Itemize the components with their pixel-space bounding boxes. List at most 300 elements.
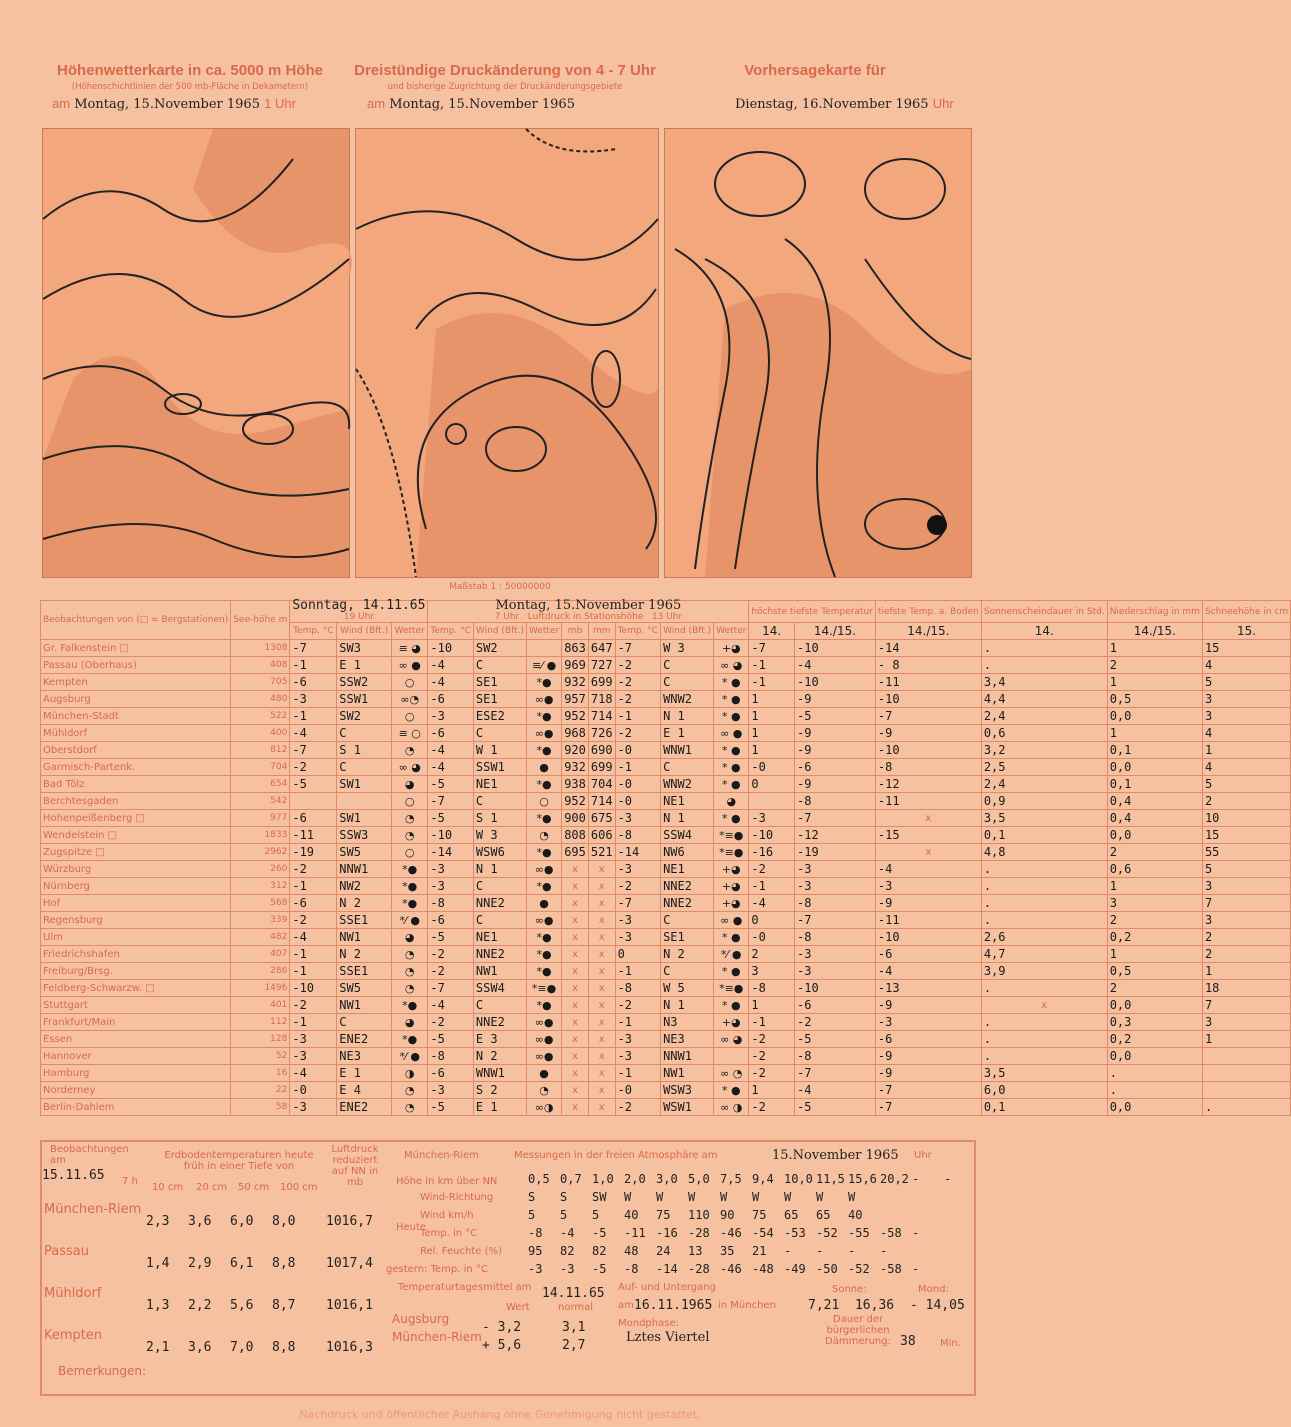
cell-mon7-wind: N 1: [473, 861, 526, 878]
cell-mon13-temp: -2: [615, 997, 661, 1014]
daemm-val: 38: [900, 1334, 916, 1349]
cell-sun-wind: E 4: [337, 1082, 392, 1099]
cell-mon7-wind: SSW4: [473, 980, 526, 997]
cell-min-temp: -4: [795, 1082, 876, 1099]
map1-am: am: [52, 96, 71, 111]
cell-min-temp: -10: [795, 640, 876, 657]
cell-mon7-wind: ESE2: [473, 708, 526, 725]
cell-precip: .: [1107, 1082, 1202, 1099]
table-row: [41, 929, 1291, 946]
cell-mon7-wind: NW1: [473, 963, 526, 980]
soil-temp: 2,9: [188, 1256, 212, 1271]
soil-temp: 1,3: [146, 1298, 170, 1313]
aero-uhr: Uhr: [914, 1150, 932, 1161]
cell-sun-wind: SW5: [337, 844, 392, 861]
depth-2: 20 cm: [196, 1182, 228, 1193]
cell-mon13-wind: WNW1: [661, 742, 714, 759]
cell-snow: 3: [1202, 878, 1290, 895]
aero-r_gest-cell: -: [912, 1262, 920, 1276]
cell-max-temp: 1: [749, 708, 795, 725]
cell-ground-temp: -12: [875, 776, 981, 793]
cell-sunshine: 4,4: [981, 691, 1107, 708]
cell-max-temp: -2: [749, 1048, 795, 1065]
cell-sun-weather: ○: [392, 844, 428, 861]
cell-press-mb: x: [562, 861, 589, 878]
cell-precip: 3: [1107, 895, 1202, 912]
cell-sun-temp: -6: [290, 674, 337, 691]
soil-temp: 3,6: [188, 1340, 212, 1355]
cell-station: Berlin-Dahlem: [41, 1099, 231, 1116]
cell-precip: 1: [1107, 725, 1202, 742]
cell-height: 312: [231, 878, 290, 895]
cell-mon13-weather: * ●: [714, 759, 749, 776]
cell-mon7-weather: ∞●: [526, 1014, 561, 1031]
cell-mon7-wind: C: [473, 912, 526, 929]
cell-max-temp: -10: [749, 827, 795, 844]
cell-height: 568: [231, 895, 290, 912]
cell-press-mm: x: [588, 1014, 615, 1031]
cell-sun-weather: *⁄ ●: [392, 912, 428, 929]
cell-mon13-wind: C: [661, 759, 714, 776]
cell-mon13-wind: NNE2: [661, 878, 714, 895]
cell-mon7-weather: ◔: [526, 1082, 561, 1099]
cell-ground-temp: -11: [875, 793, 981, 810]
cell-mon7-wind: S 1: [473, 810, 526, 827]
cell-press-mb: 952: [562, 708, 589, 725]
map-scale: Maßstab 1 : 50000000: [449, 582, 551, 592]
cell-station: Ulm: [41, 929, 231, 946]
cell-sun-weather: *●: [392, 997, 428, 1014]
cell-ground-temp: -11: [875, 674, 981, 691]
cell-mon13-weather: +◕: [714, 861, 749, 878]
cell-mon13-temp: -2: [615, 1099, 661, 1116]
cell-press-mm: 606: [588, 827, 615, 844]
cell-ground-temp: x: [875, 844, 981, 861]
cell-mon13-wind: NW6: [661, 844, 714, 861]
cell-min-temp: -6: [795, 997, 876, 1014]
aero-r_rf-cell: 21: [752, 1244, 767, 1258]
cell-mon13-wind: WNW2: [661, 776, 714, 793]
cell-sun-weather: ○: [392, 674, 428, 691]
cell-min-temp: -3: [795, 963, 876, 980]
bottom-panel: [40, 1140, 976, 1396]
cell-station: Hannover: [41, 1048, 231, 1065]
cell-mon7-temp: -3: [428, 708, 474, 725]
cell-mon13-wind: C: [661, 674, 714, 691]
cell-precip: 0,5: [1107, 691, 1202, 708]
cell-height: 408: [231, 657, 290, 674]
cell-mon7-wind: W 3: [473, 827, 526, 844]
cell-precip: 0,1: [1107, 776, 1202, 793]
daemm-label: Dauer der bürgerlichen Dämmerung:: [825, 1314, 891, 1347]
cell-min-temp: -8: [795, 793, 876, 810]
cell-height: 400: [231, 725, 290, 742]
aero-r_temp-cell: -53: [784, 1226, 806, 1240]
cell-ground-temp: -6: [875, 1031, 981, 1048]
col-height-header: See-höhe m: [231, 601, 290, 640]
cell-press-mm: 726: [588, 725, 615, 742]
cell-max-temp: 0: [749, 912, 795, 929]
mb-h: mb: [562, 623, 589, 640]
cell-sunshine: 2,4: [981, 708, 1107, 725]
cell-mon13-temp: 0: [615, 946, 661, 963]
ttm-row2-n: 2,7: [562, 1338, 586, 1353]
cell-max-temp: [749, 793, 795, 810]
cell-mon13-weather: ∞ ◕: [714, 657, 749, 674]
cell-ground-temp: -10: [875, 691, 981, 708]
cell-sunshine: .: [981, 878, 1107, 895]
cell-press-mm: x: [588, 1099, 615, 1116]
cell-sun-temp: -1: [290, 963, 337, 980]
cell-mon7-weather: ∞●: [526, 1031, 561, 1048]
cell-mon7-wind: NE1: [473, 776, 526, 793]
cell-sun-weather: *●: [392, 878, 428, 895]
cell-min-temp: -3: [795, 878, 876, 895]
sunday-date: Sonntag, 14.11.65: [292, 598, 426, 613]
cell-mon7-temp: -8: [428, 895, 474, 912]
cell-press-mm: 704: [588, 776, 615, 793]
cell-press-mb: 863: [562, 640, 589, 657]
pressure-change-map-drawing: [356, 129, 658, 577]
cell-press-mb: 957: [562, 691, 589, 708]
cell-sun-wind: C: [337, 759, 392, 776]
auf-am: am: [618, 1300, 634, 1311]
cell-mon7-wind: C: [473, 878, 526, 895]
soil-station-name: München-Riem: [44, 1202, 142, 1217]
cell-height: 401: [231, 997, 290, 1014]
cell-sun-wind: S 1: [337, 742, 392, 759]
col-monday-header: [428, 598, 749, 623]
aero-r_gest-cell: -46: [720, 1262, 742, 1276]
cell-mon13-weather: ∞ ●: [714, 725, 749, 742]
cell-mon13-wind: C: [661, 963, 714, 980]
cell-min-temp: -7: [795, 1065, 876, 1082]
cell-mon13-temp: -3: [615, 1048, 661, 1065]
table-row: [41, 997, 1291, 1014]
soil-temp: 8,0: [272, 1214, 296, 1229]
cell-mon7-temp: -5: [428, 1031, 474, 1048]
cell-mon13-wind: NW1: [661, 1065, 714, 1082]
cell-snow: [1202, 1065, 1290, 1082]
cell-station: Bad Tölz: [41, 776, 231, 793]
aero-r_dir-cell: W: [720, 1190, 728, 1204]
cell-ground-temp: -15: [875, 827, 981, 844]
cell-sun-temp: -1: [290, 1014, 337, 1031]
cell-ground-temp: -9: [875, 1065, 981, 1082]
aero-r_dir-cell: W: [848, 1190, 856, 1204]
cell-height: 482: [231, 929, 290, 946]
depth-3: 50 cm: [238, 1182, 270, 1193]
cell-press-mm: 727: [588, 657, 615, 674]
cell-sun-wind: C: [337, 725, 392, 742]
mond-val: - 14,05: [910, 1298, 965, 1313]
cell-mon13-wind: WSW3: [661, 1082, 714, 1099]
cell-sun-wind: NW1: [337, 929, 392, 946]
aero-r_gest-cell: -50: [816, 1262, 838, 1276]
cell-snow: 18: [1202, 980, 1290, 997]
forecast-map: [664, 128, 972, 578]
nieder-header: Niederschlag in mm: [1107, 601, 1202, 623]
cell-max-temp: -1: [749, 1014, 795, 1031]
aero-r_spd-cell: 5: [560, 1208, 568, 1222]
cell-ground-temp: -11: [875, 912, 981, 929]
cell-ground-temp: -13: [875, 980, 981, 997]
cell-snow: 1: [1202, 1031, 1290, 1048]
sonne-header: Sonnenscheindauer in Std.: [981, 601, 1107, 623]
cell-height: 522: [231, 708, 290, 725]
cell-mon13-wind: NE1: [661, 793, 714, 810]
cell-precip: 0,3: [1107, 1014, 1202, 1031]
cell-mon13-weather: ∞ ●: [714, 912, 749, 929]
cell-station: Kempten: [41, 674, 231, 691]
temp-h1: Temp. °C: [290, 623, 337, 640]
soil-pressure: 1016,3: [326, 1340, 373, 1355]
cell-press-mb: 900: [562, 810, 589, 827]
cell-ground-temp: -3: [875, 878, 981, 895]
cell-mon7-weather: *≡●: [526, 980, 561, 997]
table-row: [41, 776, 1291, 793]
cell-height: 1308: [231, 640, 290, 657]
cell-mon7-temp: -10: [428, 827, 474, 844]
cell-precip: 0,5: [1107, 963, 1202, 980]
schnee-header: Schneehöhe in cm: [1202, 601, 1290, 623]
temp-h2: Temp. °C: [428, 623, 474, 640]
cell-max-temp: 0: [749, 776, 795, 793]
cell-station: Freiburg/Brsg.: [41, 963, 231, 980]
sonne-val: 7,21 16,36: [808, 1298, 895, 1313]
cell-press-mb: 695: [562, 844, 589, 861]
cell-ground-temp: - 8: [875, 657, 981, 674]
cell-sun-weather: ≡ ○: [392, 725, 428, 742]
cell-sunshine: 3,2: [981, 742, 1107, 759]
cell-press-mb: x: [562, 1099, 589, 1116]
cell-station: Friedrichshafen: [41, 946, 231, 963]
aero-r_gest-cell: -52: [848, 1262, 870, 1276]
cell-sun-temp: -1: [290, 657, 337, 674]
cell-precip: 0,2: [1107, 1031, 1202, 1048]
aero-r_temp-cell: -28: [688, 1226, 710, 1240]
aero-r_temp-cell: -5: [592, 1226, 607, 1240]
cell-height: 260: [231, 861, 290, 878]
cell-mon7-weather: *●: [526, 674, 561, 691]
obs-label: Beobachtungen am: [50, 1144, 129, 1166]
cell-mon13-weather: * ●: [714, 929, 749, 946]
cell-sun-temp: -2: [290, 997, 337, 1014]
cell-ground-temp: -7: [875, 1099, 981, 1116]
cell-sun-wind: SSE1: [337, 963, 392, 980]
cell-max-temp: -1: [749, 657, 795, 674]
cell-precip: 2: [1107, 657, 1202, 674]
cell-mon13-temp: -3: [615, 1031, 661, 1048]
soil-pressure: 1016,1: [326, 1298, 373, 1313]
cell-mon13-weather: * ●: [714, 963, 749, 980]
cell-mon13-wind: NNW1: [661, 1048, 714, 1065]
cell-press-mb: 938: [562, 776, 589, 793]
wetter-h1: Wetter: [392, 623, 428, 640]
aero-r_spd-cell: 5: [592, 1208, 600, 1222]
aero-r_temp-cell: -54: [752, 1226, 774, 1240]
cell-precip: 2: [1107, 912, 1202, 929]
aero-r_temp-cell: -55: [848, 1226, 870, 1240]
cell-ground-temp: -8: [875, 759, 981, 776]
cell-min-temp: -10: [795, 674, 876, 691]
cell-sunshine: 3,5: [981, 810, 1107, 827]
cell-sunshine: 3,5: [981, 1065, 1107, 1082]
cell-mon13-wind: N 1: [661, 997, 714, 1014]
erd-label: Erdbodentemperaturen heute früh in einer Tiefe von: [164, 1150, 314, 1172]
aero-r_temp-cell: -58: [880, 1226, 902, 1240]
cell-snow: [1202, 1082, 1290, 1099]
aero-hoehen-cell: 7,5: [720, 1172, 742, 1186]
cell-max-temp: 1: [749, 725, 795, 742]
cell-mon7-wind: NE1: [473, 929, 526, 946]
cell-min-temp: -9: [795, 691, 876, 708]
cell-max-temp: -8: [749, 980, 795, 997]
auf-date: 16.11.1965: [634, 1298, 713, 1313]
cell-station: Berchtesgaden: [41, 793, 231, 810]
cell-sunshine: 2,5: [981, 759, 1107, 776]
monday-date: Montag, 15.November 1965: [495, 598, 682, 613]
cell-mon13-temp: -14: [615, 844, 661, 861]
wind-h2: Wind (Bft.): [473, 623, 526, 640]
cell-min-temp: -9: [795, 776, 876, 793]
cell-sun-weather: *●: [392, 861, 428, 878]
cell-height: 654: [231, 776, 290, 793]
table-row: [41, 912, 1291, 929]
heute-label: Heute: [396, 1222, 427, 1233]
cell-sunshine: .: [981, 912, 1107, 929]
cell-press-mm: 714: [588, 793, 615, 810]
cell-sun-temp: -3: [290, 1099, 337, 1116]
footer-note: Nachdruck und öffentlicher Aushang ohne Genehmigung nicht gestattet.: [299, 1408, 701, 1421]
cell-sun-wind: NNW1: [337, 861, 392, 878]
wind-h3: Wind (Bft.): [661, 623, 714, 640]
cell-mon7-temp: -6: [428, 1065, 474, 1082]
aero-r_rf-cell: 13: [688, 1244, 703, 1258]
cell-mon13-weather: * ●: [714, 1082, 749, 1099]
cell-min-temp: -5: [795, 1031, 876, 1048]
aero-r_gest-cell: -3: [528, 1262, 543, 1276]
cell-mon7-temp: -4: [428, 657, 474, 674]
cell-sun-wind: SSW2: [337, 674, 392, 691]
cell-min-temp: -3: [795, 946, 876, 963]
cell-ground-temp: -7: [875, 1082, 981, 1099]
cell-mon7-wind: C: [473, 793, 526, 810]
cell-mon7-weather: ●: [526, 895, 561, 912]
aero-label: Messungen in der freien Atmosphäre am: [514, 1150, 718, 1161]
cell-precip: 0,0: [1107, 708, 1202, 725]
table-row: [41, 1099, 1291, 1116]
table-row: [41, 980, 1291, 997]
aero-r_dir-cell: W: [624, 1190, 632, 1204]
cell-mon13-temp: -0: [615, 742, 661, 759]
cell-press-mm: 647: [588, 640, 615, 657]
aero-hoehen-cell: -: [912, 1172, 920, 1186]
table-row: [41, 895, 1291, 912]
cell-height: 542: [231, 793, 290, 810]
cell-precip: 0,2: [1107, 929, 1202, 946]
table-row: [41, 963, 1291, 980]
cell-mon7-weather: ●: [526, 1065, 561, 1082]
cell-mon13-wind: NE1: [661, 861, 714, 878]
cell-mon7-weather: ◔: [526, 827, 561, 844]
cell-ground-temp: -3: [875, 1014, 981, 1031]
cell-sun-weather: ◔: [392, 1082, 428, 1099]
cell-station: Passau (Oberhaus): [41, 657, 231, 674]
cell-sunshine: 2,4: [981, 776, 1107, 793]
depth-4: 100 cm: [280, 1182, 318, 1193]
cell-mon13-wind: N 1: [661, 810, 714, 827]
cell-mon7-temp: -5: [428, 776, 474, 793]
cell-sun-weather: ∞◔: [392, 691, 428, 708]
cell-mon7-weather: *●: [526, 946, 561, 963]
cell-mon7-temp: -3: [428, 861, 474, 878]
observation-rows: [41, 640, 1291, 1116]
cell-sun-wind: E 1: [337, 1065, 392, 1082]
soil-temp: 1,4: [146, 1256, 170, 1271]
cell-sun-temp: -3: [290, 1048, 337, 1065]
cell-snow: 5: [1202, 861, 1290, 878]
cell-mon7-temp: -2: [428, 946, 474, 963]
aero-r_gest-cell: -5: [592, 1262, 607, 1276]
cell-mon13-wind: C: [661, 657, 714, 674]
cell-sun-wind: SW1: [337, 776, 392, 793]
cell-ground-temp: -10: [875, 929, 981, 946]
cell-mon13-temp: -3: [615, 810, 661, 827]
cell-sunshine: .: [981, 657, 1107, 674]
aero-r_spd-cell: 65: [816, 1208, 831, 1222]
cell-mon7-temp: -6: [428, 912, 474, 929]
cell-mon13-wind: NE3: [661, 1031, 714, 1048]
cell-mon7-wind: N 2: [473, 1048, 526, 1065]
rf-label: Rel. Feuchte (%): [420, 1246, 502, 1257]
aero-r_temp-cell: -: [912, 1226, 920, 1240]
cell-snow: 4: [1202, 725, 1290, 742]
cell-sun-temp: -0: [290, 1082, 337, 1099]
cell-snow: .: [1202, 1099, 1290, 1116]
cell-mon7-wind: C: [473, 997, 526, 1014]
cell-sun-wind: NW1: [337, 997, 392, 1014]
cell-station: Norderney: [41, 1082, 231, 1099]
cell-mon13-weather: +◕: [714, 640, 749, 657]
cell-max-temp: -4: [749, 895, 795, 912]
cell-sun-temp: -4: [290, 725, 337, 742]
table-row: [41, 844, 1291, 861]
cell-station: Hohenpeißenberg □: [41, 810, 231, 827]
depth-1: 10 cm: [152, 1182, 184, 1193]
cell-mon13-wind: N 2: [661, 946, 714, 963]
header-col-2: [345, 62, 665, 112]
aero-r_dir-cell: S: [560, 1190, 568, 1204]
cell-press-mm: x: [588, 861, 615, 878]
aero-r_rf-cell: 82: [592, 1244, 607, 1258]
cell-ground-temp: -4: [875, 963, 981, 980]
cell-mon7-temp: -3: [428, 1082, 474, 1099]
cell-height: 286: [231, 963, 290, 980]
cell-precip: 2: [1107, 980, 1202, 997]
aero-r_rf-cell: -: [880, 1244, 888, 1258]
upper-air-map-drawing: [43, 129, 349, 577]
table-row: [41, 657, 1291, 674]
cell-sun-temp: -7: [290, 640, 337, 657]
cell-mon7-temp: -6: [428, 691, 474, 708]
aero-r_rf-cell: 24: [656, 1244, 671, 1258]
cell-press-mm: 699: [588, 759, 615, 776]
aero-r_rf-cell: 48: [624, 1244, 639, 1258]
aero-hoehen-cell: 5,0: [688, 1172, 710, 1186]
cell-ground-temp: -7: [875, 708, 981, 725]
cell-sun-weather: ∞ ◕: [392, 759, 428, 776]
